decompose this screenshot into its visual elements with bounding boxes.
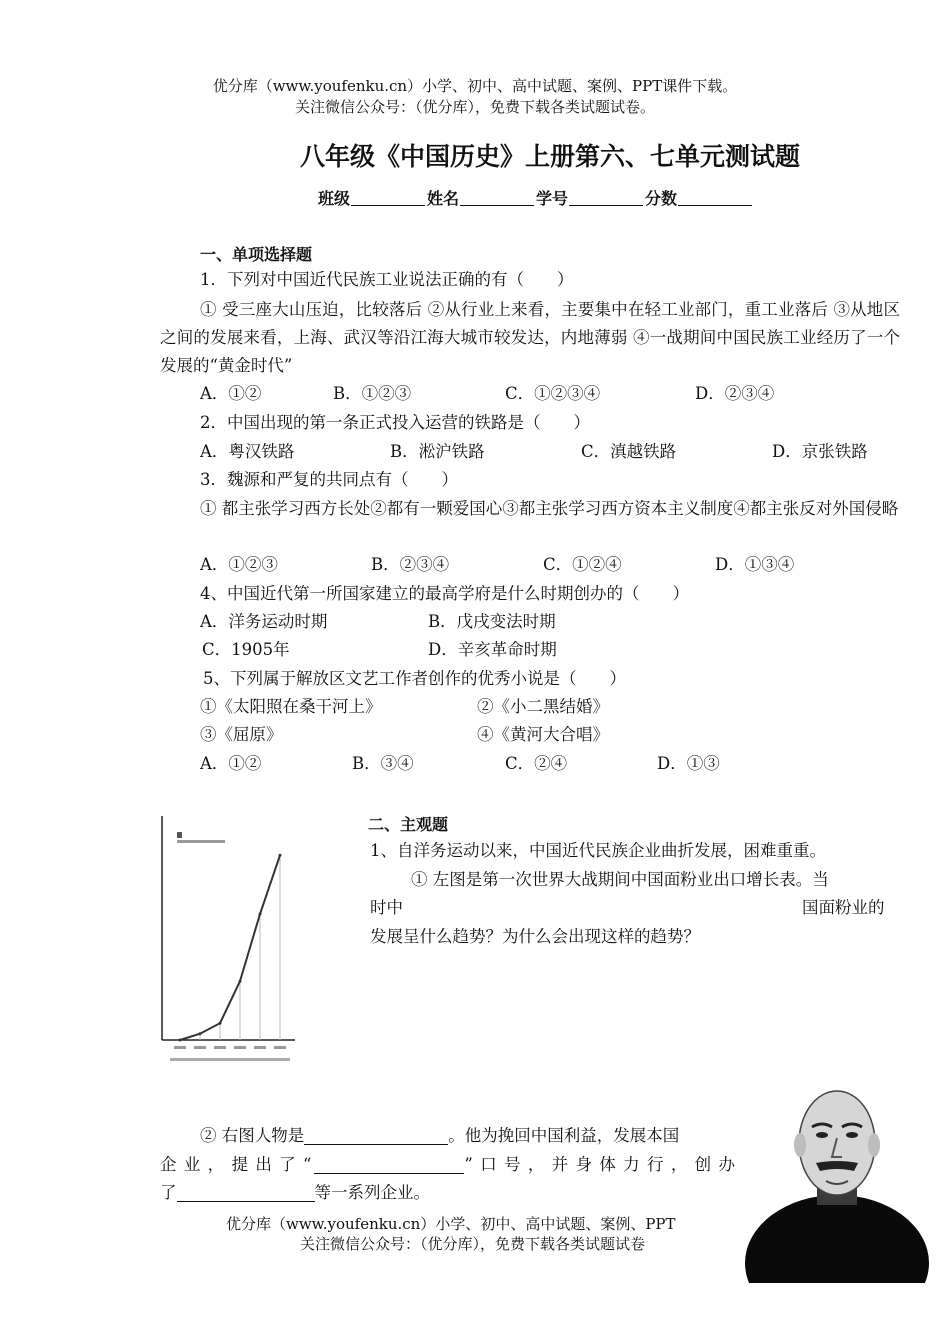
chart-caption-mark <box>170 1058 290 1061</box>
q4-option-b[interactable]: B．戊戌变法时期 <box>428 612 556 631</box>
flour-export-chart <box>155 810 310 1068</box>
header-line-2: 关注微信公众号：（优分库），免费下载各类试题试卷。 <box>294 98 655 116</box>
q5-option-c[interactable]: C．②④ <box>505 754 568 773</box>
section1-heading: 一、单项选择题 <box>200 245 313 264</box>
s2-q1-sub2-line1 <box>200 1122 679 1150</box>
q5-options <box>0 750 950 778</box>
number-label: 学号 <box>536 189 569 208</box>
name-blank[interactable] <box>460 189 534 206</box>
header-line-1: 优分库（www.youfenku.cn）小学、初中、高中试题、案例、PPT课件下载。 <box>212 77 738 95</box>
sub2-text-5: 了 <box>160 1183 177 1202</box>
q1-option-d[interactable]: D．②③④ <box>695 384 775 403</box>
sub2-text-4: ”口号，并身体力行，创办 <box>464 1155 738 1174</box>
q3-body: ① 都主张学习西方长处②都有一颗爱国心③都主张学习西方资本主义制度④都主张反对外国侵略 <box>200 499 899 518</box>
q4-option-a[interactable]: A．洋务运动时期 <box>200 612 328 631</box>
q3-option-c[interactable]: C．①②④ <box>543 555 622 574</box>
s2-q1-sub1-line2-right: 国面粉业的 <box>802 898 885 917</box>
q5-items-row2 <box>0 721 950 749</box>
number-blank[interactable] <box>569 189 643 206</box>
q4-option-c[interactable]: C．1905年 <box>202 640 290 659</box>
q1-option-a[interactable]: A．①② <box>200 384 262 403</box>
q1-body: ① 受三座大山压迫，比较落后 ②从行业上来看，主要集中在轻工业部门，重工业落后 ③从地区之间的发展来看，上海、武汉等沿江海大城市较发达，内地薄弱 ④一战期间中国民族工业经历了一个发展的“黄金时代” <box>160 300 900 375</box>
s2-q1-intro: 1、自洋务运动以来，中国近代民族企业曲折发展，困难重重。 <box>370 841 826 860</box>
portrait-left-eye <box>816 1132 828 1138</box>
q1-option-b[interactable]: B．①②③ <box>333 384 412 403</box>
score-blank[interactable] <box>678 189 752 206</box>
portrait-head <box>799 1091 875 1195</box>
slogan-blank[interactable] <box>314 1155 464 1174</box>
portrait-right-ear <box>868 1133 880 1157</box>
q5-items-row1 <box>0 693 950 721</box>
portrait-left-ear <box>794 1133 806 1157</box>
chart-x-tick <box>194 1046 206 1049</box>
q2-option-a[interactable]: A．粤汉铁路 <box>200 442 295 461</box>
chart-legend-mark <box>177 832 225 843</box>
q2-options <box>0 438 950 466</box>
footer-line-2: 关注微信公众号：（优分库），免费下载各类试题试卷 <box>300 1235 646 1253</box>
section2-heading: 二、主观题 <box>368 815 449 834</box>
q5-stem: 5、下列属于解放区文艺工作者创作的优秀小说是（ ） <box>203 669 626 688</box>
q5-item-1: ①《太阳照在桑干河上》 <box>200 697 382 716</box>
q5-item-4: ④《黄河大合唱》 <box>477 725 609 744</box>
chart-grid <box>179 854 282 1042</box>
class-blank[interactable] <box>351 189 425 206</box>
q4-options-row2 <box>0 636 950 664</box>
sub2-text-2: 。他为挽回中国利益，发展本国 <box>448 1126 680 1145</box>
q2-option-d[interactable]: D．京张铁路 <box>772 442 868 461</box>
class-label: 班级 <box>318 189 351 208</box>
q4-stem: 4、中国近代第一所国家建立的最高学府是什么时期创办的（ ） <box>200 584 689 603</box>
q3-option-a[interactable]: A．①②③ <box>200 555 278 574</box>
sub2-text-1: ② 右图人物是 <box>200 1126 305 1145</box>
name-label: 姓名 <box>427 189 460 208</box>
q3-stem: 3．魏源和严复的共同点有（ ） <box>200 470 458 489</box>
portrait-right-eye <box>846 1132 858 1138</box>
s2-q1-sub2-line2 <box>160 1151 738 1179</box>
q2-stem: 2．中国出现的第一条正式投入运营的铁路是（ ） <box>200 413 590 432</box>
score-label: 分数 <box>645 189 678 208</box>
q3-option-b[interactable]: B．②③④ <box>371 555 450 574</box>
s2-q1-sub1-line3: 发展呈什么趋势？为什么会出现这样的趋势？ <box>370 927 700 946</box>
enterprise-blank[interactable] <box>177 1183 315 1202</box>
portrait-shoulders <box>745 1195 929 1283</box>
s2-q1-sub2-line3 <box>160 1179 430 1207</box>
chart-series-line <box>180 855 280 1040</box>
footer-line-1: 优分库（www.youfenku.cn）小学、初中、高中试题、案例、PPT <box>226 1215 676 1233</box>
q5-option-d[interactable]: D．①③ <box>657 754 720 773</box>
page-title: 八年级《中国历史》上册第六、七单元测试题 <box>299 142 800 171</box>
student-info-line <box>318 186 754 209</box>
q5-option-a[interactable]: A．①② <box>200 754 262 773</box>
sub2-text-3: 企业，提出了“ <box>160 1155 315 1174</box>
q5-item-2: ②《小二黑结婚》 <box>477 697 609 716</box>
s2-q1-sub1-line2-left: 时中 <box>370 898 403 917</box>
person-name-blank[interactable] <box>304 1126 448 1145</box>
q2-option-b[interactable]: B．淞沪铁路 <box>390 442 485 461</box>
chart-x-tick <box>274 1046 286 1049</box>
q1-options <box>0 380 950 408</box>
q5-option-b[interactable]: B．③④ <box>352 754 414 773</box>
q4-option-d[interactable]: D．辛亥革命时期 <box>428 640 557 659</box>
chart-x-tick <box>254 1046 266 1049</box>
q1-stem: 1．下列对中国近代民族工业说法正确的有（ ） <box>200 270 574 289</box>
chart-x-tick <box>174 1046 186 1049</box>
chart-x-ticks <box>174 1046 286 1049</box>
q3-option-d[interactable]: D．①③④ <box>715 555 795 574</box>
q3-options <box>0 551 950 579</box>
q1-option-c[interactable]: C．①②③④ <box>505 384 601 403</box>
chart-x-tick <box>234 1046 246 1049</box>
q4-options-row1 <box>0 608 950 636</box>
chart-x-tick <box>214 1046 226 1049</box>
portrait-photo <box>742 1083 932 1283</box>
sub2-text-6: 等一系列企业。 <box>314 1183 430 1202</box>
q5-item-3: ③《屈原》 <box>200 725 283 744</box>
s2-q1-sub1-line1: ① 左图是第一次世界大战期间中国面粉业出口增长表。当 <box>411 870 829 889</box>
q2-option-c[interactable]: C．滇越铁路 <box>581 442 677 461</box>
